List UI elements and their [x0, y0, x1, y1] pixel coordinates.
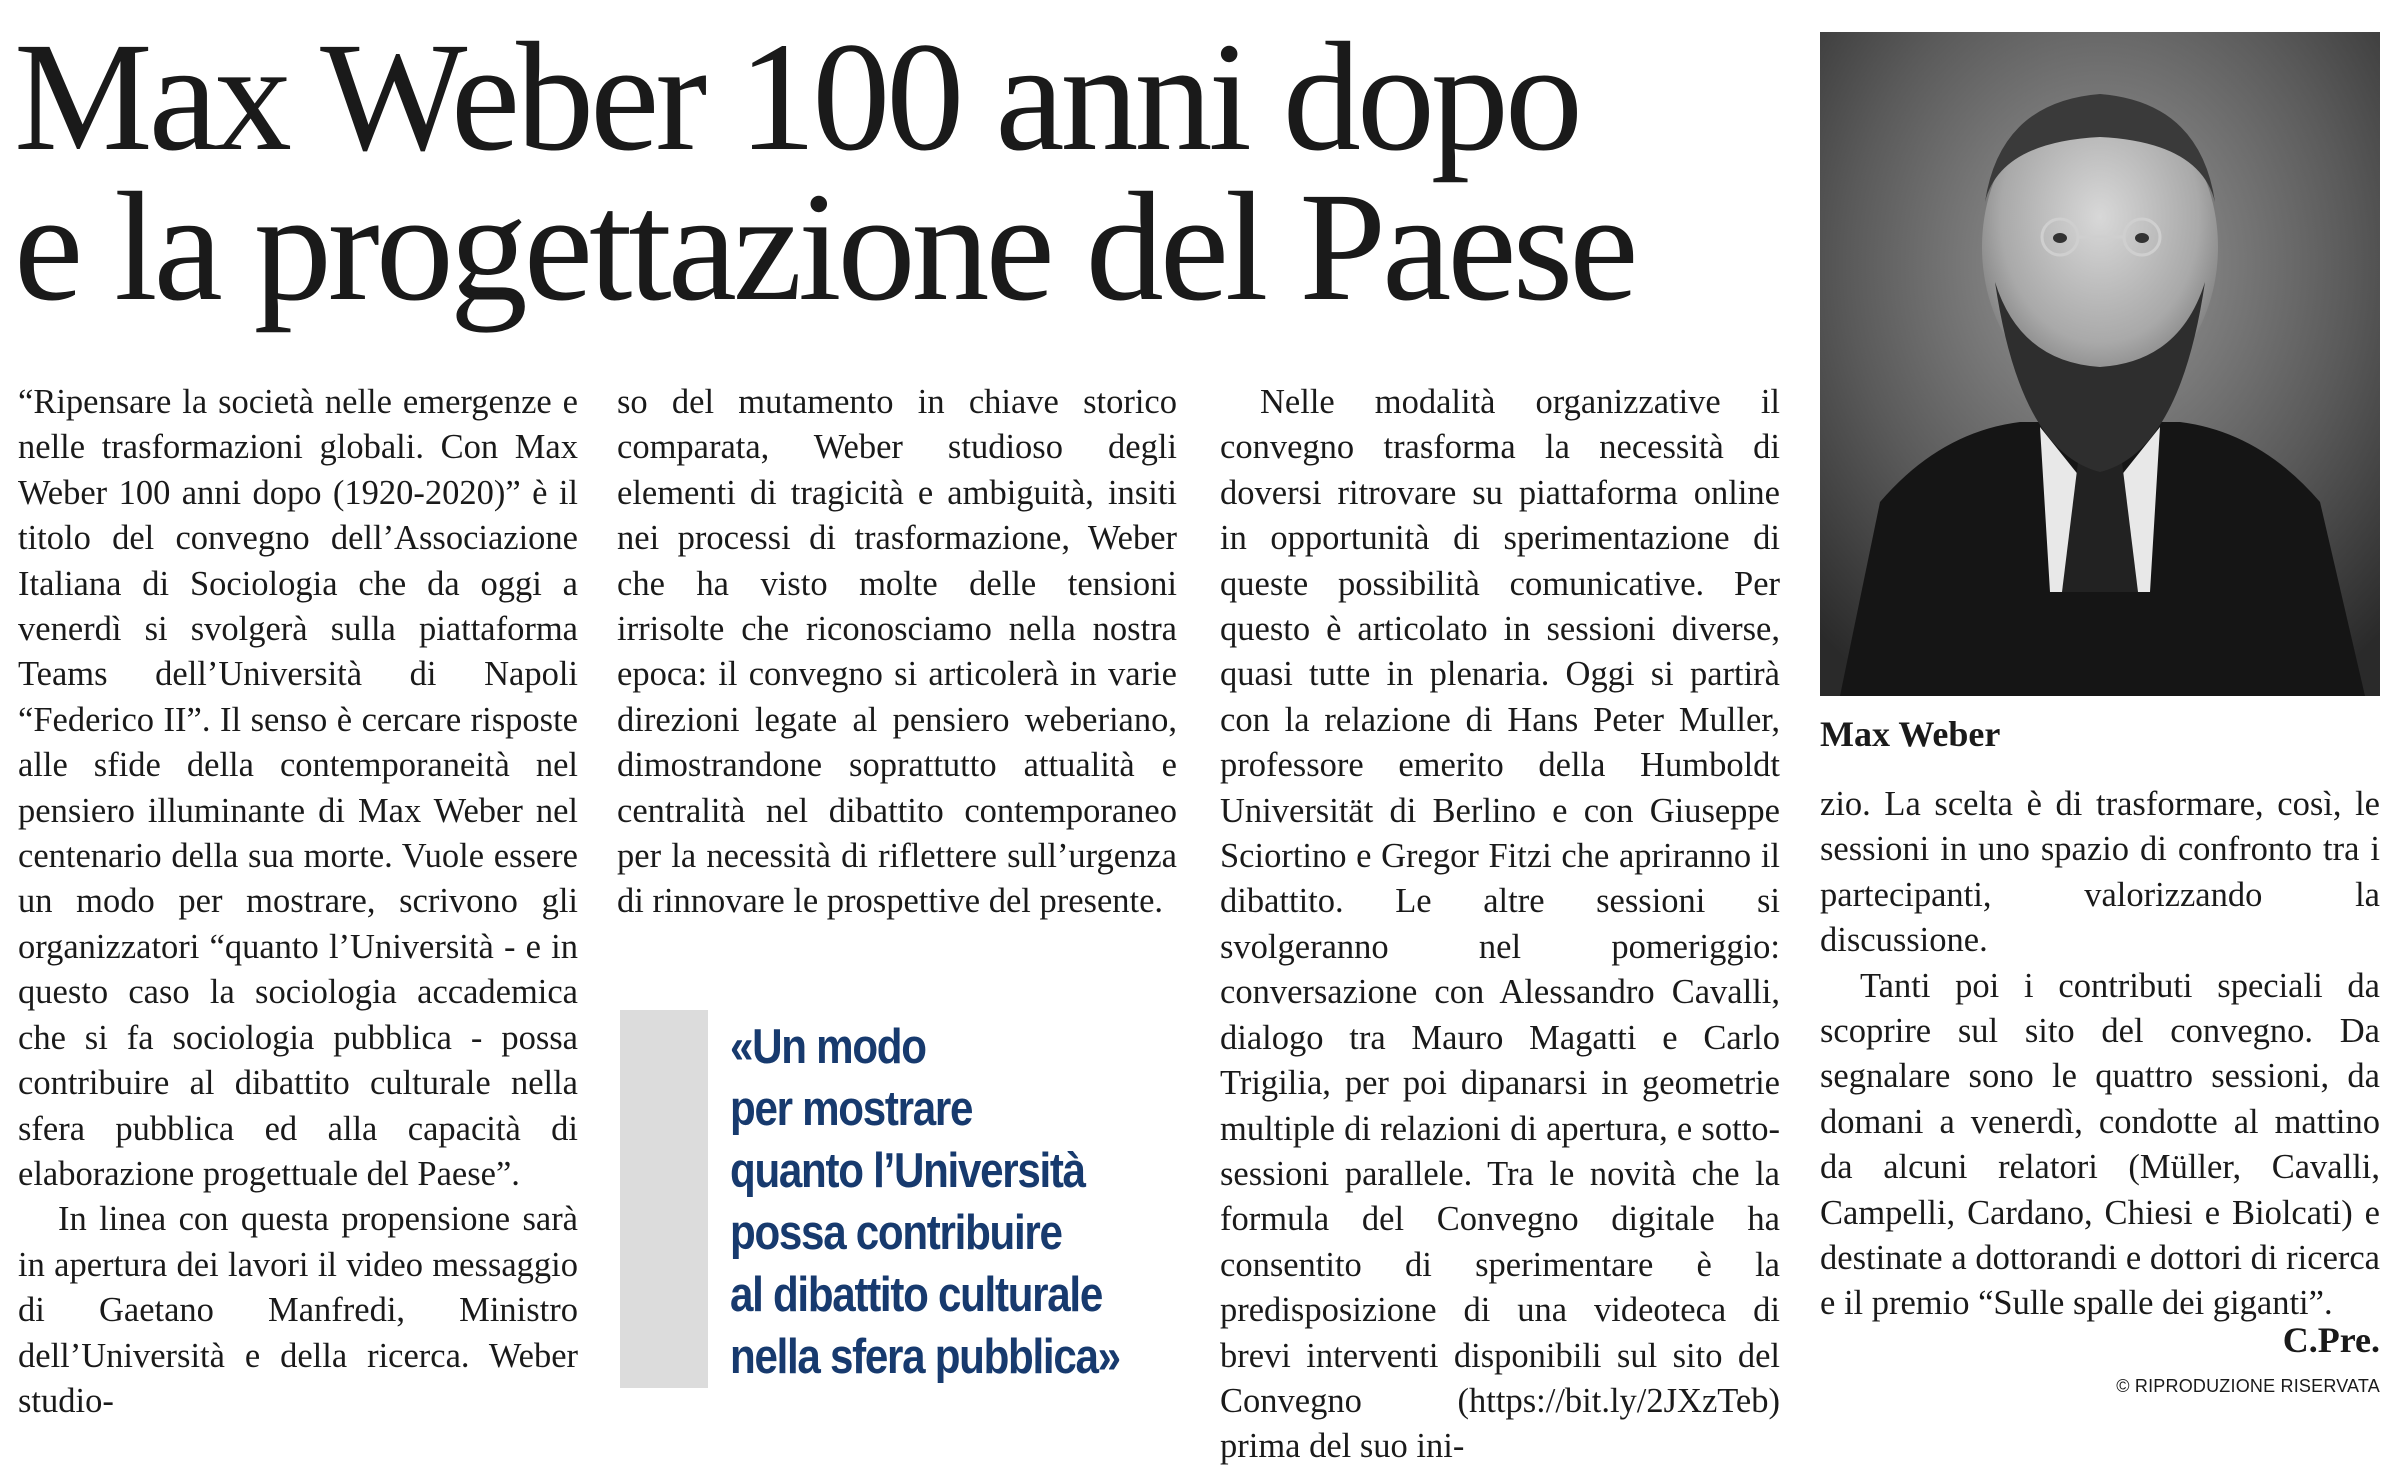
pull-quote-line: quanto l’Università [730, 1144, 1085, 1198]
photo-caption: Max Weber [1820, 714, 2001, 754]
copyright-notice: © RIPRODUZIONE RISERVATA [2116, 1376, 2380, 1396]
pull-quote-line: nella sfera pubblica» [730, 1330, 1120, 1384]
article-column-3 [1220, 380, 1780, 1470]
article-column-4 [1820, 782, 2380, 1327]
pull-quote [620, 1010, 1180, 1390]
pull-quote-line: per mostrare [730, 1082, 973, 1136]
author-signature: C.Pre. [2282, 1320, 2380, 1360]
paragraph: Nelle modalità organizzative il convegno trasforma la necessità di doversi ritrovare su piattaforma online in opportunità di sperimentazione di queste possibilità comunicative. Per questo è articolato in sessioni diverse, quasi tutte in plenaria. Oggi si partirà con la relazione di Hans Peter Muller, professore emerito della Humboldt Universität di Berlino e con Giuseppe Sciortino e Gregor Fitzi che apriranno il dibattito. Le altre sessioni si svolgeranno nel pomeriggio: conversazione con Alessandro Cavalli, dialogo tra Mauro Magatti e Carlo Trigilia, per poi dipanarsi in geometrie multiple di relazioni di apertura, e sotto-sessioni parallele. Tra le novità che la formula del Convegno digitale ha consentito di sperimentare è la predisposizione di una videoteca di brevi interventi disponibili sul sito del Convegno (https://bit.ly/2JXzTeb) prima del suo ini- [1220, 383, 1780, 1466]
headline-line-1: Max Weber 100 anni dopo [14, 10, 1579, 183]
paragraph: zio. La scelta è di trasformare, così, le sessioni in uno spazio di confronto tra i partecipanti, valorizzando la discussione. [1820, 785, 2380, 960]
pull-quote-line: «Un modo [730, 1020, 926, 1074]
paragraph: “Ripensare la società nelle emergenze e nelle trasformazioni globali. Con Max Weber 100 anni dopo (1920-2020)” è il titolo del convegno dell’Associazione Italiana di Sociologia che da oggi a venerdì si svolgerà sulla piattaforma Teams dell’Università di Napoli “Federico II”. Il senso è cercare risposte alle sfide della contemporaneità nel pensiero illuminante di Max Weber nel centenario della sua morte. Vuole essere un modo per mostrare, scrivono gli organizzatori “quanto l’Università - e in questo caso la sociologia accademica che si fa sociologia pubblica - possa contribuire al dibattito culturale nella sfera pubblica ed alla capacità di elaborazione progettuale del Paese”. [18, 383, 578, 1193]
pull-quote-bar [620, 1010, 708, 1388]
pull-quote-text [730, 1016, 1126, 1388]
portrait-illustration [1820, 32, 2380, 696]
pull-quote-line: al dibattito culturale [730, 1268, 1103, 1322]
paragraph: Tanti poi i contributi speciali da scoprire sul sito del convegno. Da segnalare sono le quattro sessioni, da domani a venerdì, condotte al mattino da alcuni relatori (Müller, Cavalli, Campelli, Cardano, Chiesi e Biolcati) e destinate a dottorandi e dottori di ricerca e il premio “Sulle spalle dei giganti”. [1820, 966, 2380, 1323]
headline [14, 10, 1794, 333]
headline-line-2: e la progettazione del Paese [14, 160, 1635, 333]
paragraph: so del mutamento in chiave storico comparata, Weber studioso degli elementi di tragicità e ambiguità, insiti nei processi di trasformazione, Weber che ha visto molte delle tensioni irrisolte che riconosciamo nella nostra epoca: il convegno si articolerà in varie direzioni legate al pensiero weberiano, dimostrandone soprattutto attualità e centralità nel dibattito contemporaneo per la necessità di riflettere sull’urgenza di rinnovare le prospettive del presente. [617, 383, 1177, 921]
portrait-photo [1820, 32, 2380, 696]
pull-quote-line: possa contribuire [730, 1206, 1062, 1260]
paragraph: In linea con questa propensione sarà in apertura dei lavori il video messaggio di Gaetano Manfredi, Ministro dell’Università e della ricerca. Weber studio- [18, 1200, 578, 1420]
article-column-2 [617, 380, 1177, 925]
article-column-1 [18, 380, 578, 1424]
